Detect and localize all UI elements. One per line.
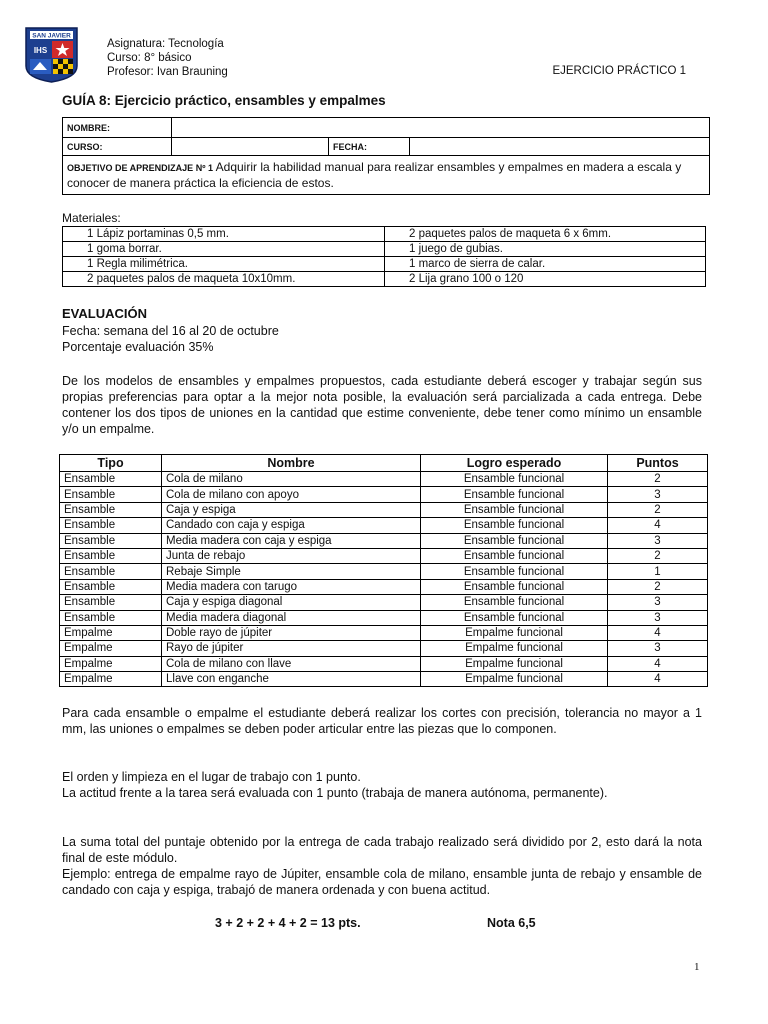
cell-points: 3 bbox=[608, 533, 708, 548]
cell-achievement: Ensamble funcional bbox=[421, 610, 608, 625]
column-header-achievement: Logro esperado bbox=[421, 455, 608, 472]
cell-name: Cola de milano con llave bbox=[162, 656, 421, 671]
cell-points: 3 bbox=[608, 487, 708, 502]
school-logo bbox=[24, 26, 79, 83]
cell-name: Cola de milano bbox=[162, 472, 421, 487]
materials-label: Materiales: bbox=[62, 211, 121, 225]
final-grade: Nota 6,5 bbox=[487, 916, 536, 930]
table-row bbox=[60, 625, 708, 640]
name-label: NOMBRE: bbox=[63, 118, 172, 138]
evaluation-title: EVALUACIÓN bbox=[62, 306, 147, 321]
cell-name: Media madera diagonal bbox=[162, 610, 421, 625]
exercise-label: EJERCICIO PRÁCTICO 1 bbox=[552, 65, 686, 77]
cell-type: Ensamble bbox=[60, 533, 162, 548]
cell-name: Llave con enganche bbox=[162, 672, 421, 687]
table-row bbox=[60, 610, 708, 625]
column-header-name: Nombre bbox=[162, 455, 421, 472]
material-item: 1 Lápiz portaminas 0,5 mm. bbox=[63, 227, 385, 242]
cell-type: Empalme bbox=[60, 625, 162, 640]
cell-points: 3 bbox=[608, 610, 708, 625]
cell-points: 4 bbox=[608, 672, 708, 687]
material-item: 2 Lija grano 100 o 120 bbox=[385, 272, 706, 287]
cell-type: Ensamble bbox=[60, 564, 162, 579]
cell-points: 3 bbox=[608, 641, 708, 656]
table-row bbox=[60, 472, 708, 487]
cell-type: Ensamble bbox=[60, 548, 162, 563]
cell-points: 2 bbox=[608, 502, 708, 517]
order-paragraph: El orden y limpieza en el lugar de trabajo con 1 punto. bbox=[62, 770, 361, 784]
cell-points: 1 bbox=[608, 564, 708, 579]
cell-points: 4 bbox=[608, 518, 708, 533]
cell-achievement: Ensamble funcional bbox=[421, 533, 608, 548]
total-paragraph: La suma total del puntaje obtenido por la entrega de cada trabajo realizado será dividido por 2, esto dará la nota final de este módulo. bbox=[62, 835, 702, 865]
cell-achievement: Ensamble funcional bbox=[421, 487, 608, 502]
cell-name: Candado con caja y espiga bbox=[162, 518, 421, 533]
cell-achievement: Ensamble funcional bbox=[421, 472, 608, 487]
attitude-paragraph: La actitud frente a la tarea será evaluada con 1 punto (trabaja de manera autónoma, permanente). bbox=[62, 786, 608, 800]
evaluation-percentage: Porcentaje evaluación 35% bbox=[62, 340, 214, 354]
subject-line: Asignatura: Tecnología bbox=[107, 38, 224, 50]
cell-type: Empalme bbox=[60, 672, 162, 687]
page-number: 1 bbox=[694, 961, 700, 973]
cell-achievement: Ensamble funcional bbox=[421, 548, 608, 563]
date-label: FECHA: bbox=[329, 138, 410, 156]
cell-name: Caja y espiga bbox=[162, 502, 421, 517]
learning-objective bbox=[63, 156, 710, 195]
material-item: 1 goma borrar. bbox=[63, 242, 385, 257]
cell-type: Ensamble bbox=[60, 487, 162, 502]
evaluation-date: Fecha: semana del 16 al 20 de octubre bbox=[62, 324, 279, 338]
name-field[interactable] bbox=[172, 118, 710, 138]
course-label: CURSO: bbox=[63, 138, 172, 156]
cell-achievement: Ensamble funcional bbox=[421, 579, 608, 594]
material-item: 1 Regla milimétrica. bbox=[63, 257, 385, 272]
cell-type: Empalme bbox=[60, 641, 162, 656]
material-item: 1 marco de sierra de calar. bbox=[385, 257, 706, 272]
materials-row bbox=[63, 242, 706, 257]
date-field[interactable] bbox=[410, 138, 710, 156]
table-row bbox=[60, 502, 708, 517]
objective-label: OBJETIVO DE APRENDIZAJE Nº 1 bbox=[67, 163, 213, 173]
logo-banner-text: SAN JAVIER bbox=[32, 32, 71, 40]
table-row bbox=[60, 533, 708, 548]
column-header-type: Tipo bbox=[60, 455, 162, 472]
cell-points: 4 bbox=[608, 625, 708, 640]
cell-achievement: Empalme funcional bbox=[421, 625, 608, 640]
cell-type: Ensamble bbox=[60, 579, 162, 594]
cell-points: 2 bbox=[608, 472, 708, 487]
material-item: 2 paquetes palos de maqueta 10x10mm. bbox=[63, 272, 385, 287]
cell-name: Caja y espiga diagonal bbox=[162, 595, 421, 610]
cell-achievement: Empalme funcional bbox=[421, 641, 608, 656]
cell-achievement: Ensamble funcional bbox=[421, 502, 608, 517]
cell-name: Rayo de júpiter bbox=[162, 641, 421, 656]
score-formula: 3 + 2 + 2 + 4 + 2 = 13 pts. bbox=[215, 916, 361, 930]
cell-name: Junta de rebajo bbox=[162, 548, 421, 563]
column-header-points: Puntos bbox=[608, 455, 708, 472]
cell-points: 2 bbox=[608, 579, 708, 594]
materials-row bbox=[63, 272, 706, 287]
cell-name: Media madera con tarugo bbox=[162, 579, 421, 594]
guide-title: GUÍA 8: Ejercicio práctico, ensambles y empalmes bbox=[62, 93, 386, 108]
cell-name: Media madera con caja y espiga bbox=[162, 533, 421, 548]
table-row bbox=[60, 579, 708, 594]
cell-achievement: Ensamble funcional bbox=[421, 564, 608, 579]
cell-name: Rebaje Simple bbox=[162, 564, 421, 579]
table-row bbox=[60, 672, 708, 687]
table-row bbox=[60, 487, 708, 502]
example-paragraph: Ejemplo: entrega de empalme rayo de Júpiter, ensamble cola de milano, ensamble junta de rebajo y ensamble de candado con caja y espiga, trabajó de manera ordenada y con buena actitud. bbox=[62, 867, 702, 897]
table-row bbox=[60, 564, 708, 579]
precision-paragraph: Para cada ensamble o empalme el estudiante deberá realizar los cortes con precisión, tolerancia no mayor a 1 mm, las uniones o empalmes se deben poder articular entre las piezas que lo componen. bbox=[62, 706, 702, 736]
logo-initials: IHS bbox=[33, 46, 48, 55]
teacher-line: Profesor: Ivan Brauning bbox=[107, 66, 228, 78]
student-info-table bbox=[62, 117, 710, 195]
table-row bbox=[60, 548, 708, 563]
cell-type: Ensamble bbox=[60, 502, 162, 517]
cell-type: Ensamble bbox=[60, 518, 162, 533]
materials-row bbox=[63, 257, 706, 272]
material-item: 2 paquetes palos de maqueta 6 x 6mm. bbox=[385, 227, 706, 242]
evaluation-intro: De los modelos de ensambles y empalmes propuestos, cada estudiante deberá escoger y trabajar según sus propias preferencias para optar a la mejor nota posible, la evaluación será parcializada a cada entrega. Debe contener los dos tipos de uniones en la cantidad que estime conveniente, debe tener como mínimo un ensamble y/o un empalme. bbox=[62, 374, 702, 436]
cell-achievement: Ensamble funcional bbox=[421, 595, 608, 610]
cell-type: Ensamble bbox=[60, 610, 162, 625]
table-row bbox=[60, 518, 708, 533]
table-row bbox=[60, 595, 708, 610]
cell-achievement: Ensamble funcional bbox=[421, 518, 608, 533]
cell-type: Ensamble bbox=[60, 595, 162, 610]
cell-points: 2 bbox=[608, 548, 708, 563]
materials-row bbox=[63, 227, 706, 242]
cell-type: Ensamble bbox=[60, 472, 162, 487]
cell-achievement: Empalme funcional bbox=[421, 672, 608, 687]
cell-type: Empalme bbox=[60, 656, 162, 671]
materials-table bbox=[62, 226, 706, 287]
table-row bbox=[60, 656, 708, 671]
cell-name: Cola de milano con apoyo bbox=[162, 487, 421, 502]
cell-points: 4 bbox=[608, 656, 708, 671]
cell-achievement: Empalme funcional bbox=[421, 656, 608, 671]
cell-points: 3 bbox=[608, 595, 708, 610]
cell-name: Doble rayo de júpiter bbox=[162, 625, 421, 640]
course-line: Curso: 8° básico bbox=[107, 52, 192, 64]
table-row bbox=[60, 641, 708, 656]
objective-text: Adquirir la habilidad manual para realizar ensambles y empalmes en madera a escala y conocer de manera práctica la eficiencia de estos. bbox=[67, 160, 682, 190]
material-item: 1 juego de gubias. bbox=[385, 242, 706, 257]
course-field[interactable] bbox=[172, 138, 329, 156]
models-table bbox=[59, 454, 708, 687]
